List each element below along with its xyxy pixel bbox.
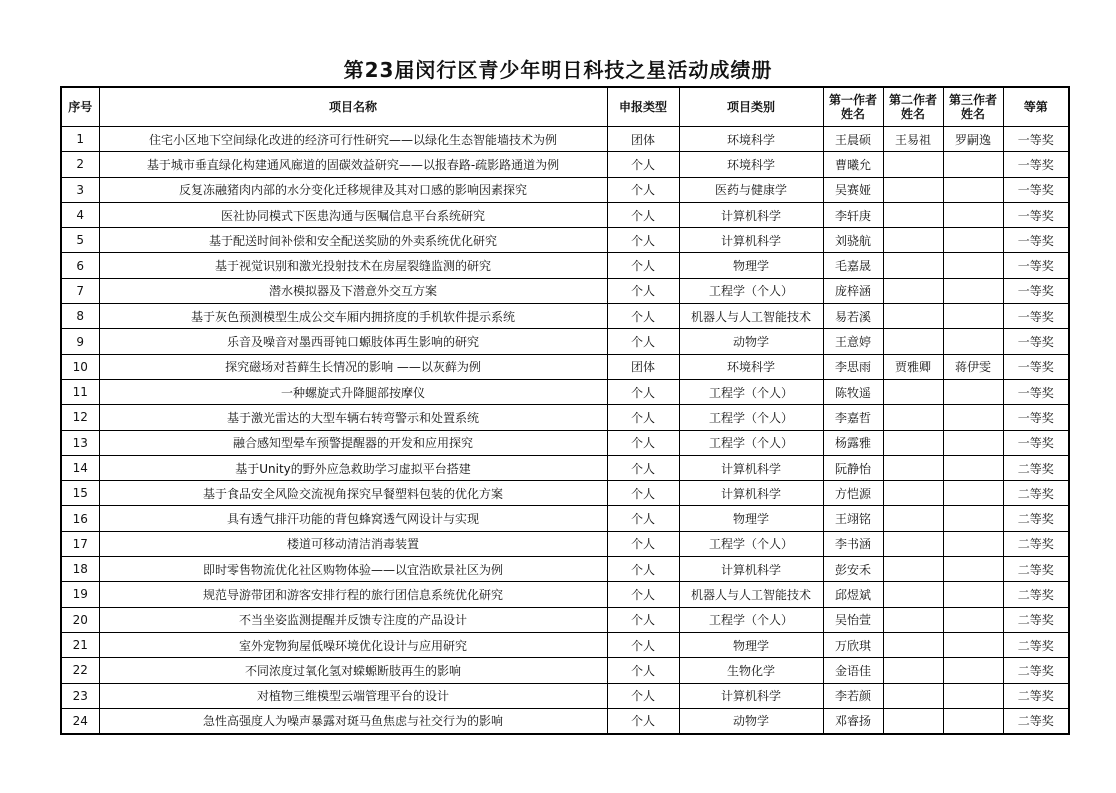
- cell-apply-type: 团体: [607, 354, 679, 379]
- header-author3: [943, 87, 1003, 127]
- header-apply-type: 申报类型: [607, 87, 679, 127]
- header-grade: 等第: [1003, 87, 1069, 127]
- header-row: [61, 87, 1069, 127]
- cell-author1: 万欣琪: [823, 632, 883, 657]
- cell-grade: 一等奖: [1003, 278, 1069, 303]
- cell-grade: 二等奖: [1003, 506, 1069, 531]
- table-row: [61, 683, 1069, 708]
- cell-author2: [883, 683, 943, 708]
- cell-author2: [883, 228, 943, 253]
- cell-grade: 二等奖: [1003, 632, 1069, 657]
- cell-author2: [883, 658, 943, 683]
- cell-author1: 邓睿扬: [823, 708, 883, 734]
- cell-author3: [943, 658, 1003, 683]
- header-author1: [823, 87, 883, 127]
- table-row: [61, 304, 1069, 329]
- cell-apply-type: 个人: [607, 430, 679, 455]
- cell-seq: 19: [61, 582, 99, 607]
- cell-grade: 二等奖: [1003, 683, 1069, 708]
- table-row: [61, 253, 1069, 278]
- cell-author2: [883, 379, 943, 404]
- cell-project-name: 基于激光雷达的大型车辆右转弯警示和处置系统: [99, 405, 607, 430]
- cell-author3: [943, 202, 1003, 227]
- cell-project-name: 融合感知型晕车预警提醒器的开发和应用探究: [99, 430, 607, 455]
- cell-apply-type: 个人: [607, 708, 679, 734]
- cell-author2: [883, 177, 943, 202]
- cell-project-name: 基于灰色预测模型生成公交车厢内拥挤度的手机软件提示系统: [99, 304, 607, 329]
- cell-author2: [883, 506, 943, 531]
- cell-author2: [883, 582, 943, 607]
- cell-project-name: 楼道可移动清洁消毒装置: [99, 531, 607, 556]
- cell-grade: 二等奖: [1003, 481, 1069, 506]
- cell-author2: [883, 202, 943, 227]
- cell-author3: [943, 405, 1003, 430]
- cell-project-name: 基于视觉识别和激光投射技术在房屋裂缝监测的研究: [99, 253, 607, 278]
- header-category: 项目类别: [679, 87, 823, 127]
- cell-author1: 彭安禾: [823, 557, 883, 582]
- cell-grade: 一等奖: [1003, 379, 1069, 404]
- cell-grade: 二等奖: [1003, 708, 1069, 734]
- cell-project-name: 基于食品安全风险交流视角探究早餐塑料包装的优化方案: [99, 481, 607, 506]
- cell-author1: 王意婷: [823, 329, 883, 354]
- table-row: [61, 329, 1069, 354]
- cell-author1: 李思雨: [823, 354, 883, 379]
- cell-grade: 一等奖: [1003, 228, 1069, 253]
- table-row: [61, 228, 1069, 253]
- cell-author1: 刘骁航: [823, 228, 883, 253]
- header-author1-line1: 第一作者: [828, 93, 877, 107]
- cell-project-name: 不同浓度过氧化氢对蝾螈断肢再生的影响: [99, 658, 607, 683]
- cell-author1: 易若溪: [823, 304, 883, 329]
- header-author3-line2: 姓名: [960, 107, 985, 121]
- cell-project-name: 不当坐姿监测提醒并反馈专注度的产品设计: [99, 607, 607, 632]
- cell-seq: 23: [61, 683, 99, 708]
- cell-seq: 20: [61, 607, 99, 632]
- cell-apply-type: 个人: [607, 228, 679, 253]
- cell-seq: 18: [61, 557, 99, 582]
- cell-seq: 4: [61, 202, 99, 227]
- cell-grade: 二等奖: [1003, 531, 1069, 556]
- cell-category: 动物学: [679, 329, 823, 354]
- cell-author2: [883, 152, 943, 177]
- cell-author2: [883, 329, 943, 354]
- cell-author1: 王晨硕: [823, 127, 883, 152]
- cell-category: 环境科学: [679, 354, 823, 379]
- cell-project-name: 基于Unity的野外应急救助学习虚拟平台搭建: [99, 455, 607, 480]
- table-row: [61, 455, 1069, 480]
- cell-category: 工程学（个人）: [679, 430, 823, 455]
- cell-author1: 杨露雅: [823, 430, 883, 455]
- table-row: [61, 632, 1069, 657]
- cell-apply-type: 个人: [607, 329, 679, 354]
- table-row: [61, 127, 1069, 152]
- header-author1-line2: 姓名: [840, 107, 865, 121]
- cell-author2: [883, 455, 943, 480]
- cell-category: 计算机科学: [679, 455, 823, 480]
- cell-apply-type: 个人: [607, 177, 679, 202]
- cell-category: 计算机科学: [679, 557, 823, 582]
- table-row: [61, 379, 1069, 404]
- cell-category: 机器人与人工智能技术: [679, 582, 823, 607]
- cell-category: 工程学（个人）: [679, 278, 823, 303]
- table-row: [61, 430, 1069, 455]
- cell-author1: 王翊铭: [823, 506, 883, 531]
- table-row: [61, 708, 1069, 734]
- cell-apply-type: 个人: [607, 455, 679, 480]
- table-row: [61, 481, 1069, 506]
- cell-category: 计算机科学: [679, 683, 823, 708]
- cell-grade: 一等奖: [1003, 152, 1069, 177]
- cell-author3: 蒋伊雯: [943, 354, 1003, 379]
- cell-project-name: 对植物三维模型云端管理平台的设计: [99, 683, 607, 708]
- table-row: [61, 531, 1069, 556]
- cell-category: 生物化学: [679, 658, 823, 683]
- table-row: [61, 405, 1069, 430]
- cell-apply-type: 个人: [607, 531, 679, 556]
- cell-category: 工程学（个人）: [679, 405, 823, 430]
- cell-author3: [943, 632, 1003, 657]
- cell-author3: [943, 329, 1003, 354]
- header-author2-line1: 第二作者: [888, 93, 937, 107]
- cell-seq: 14: [61, 455, 99, 480]
- cell-category: 工程学（个人）: [679, 607, 823, 632]
- cell-seq: 11: [61, 379, 99, 404]
- cell-grade: 一等奖: [1003, 202, 1069, 227]
- cell-seq: 15: [61, 481, 99, 506]
- table-row: [61, 582, 1069, 607]
- cell-project-name: 室外宠物狗屋低噪环境优化设计与应用研究: [99, 632, 607, 657]
- cell-grade: 二等奖: [1003, 557, 1069, 582]
- cell-grade: 一等奖: [1003, 329, 1069, 354]
- cell-project-name: 急性高强度人为噪声暴露对斑马鱼焦虑与社交行为的影响: [99, 708, 607, 734]
- cell-author1: 阮静怡: [823, 455, 883, 480]
- cell-seq: 12: [61, 405, 99, 430]
- cell-seq: 22: [61, 658, 99, 683]
- cell-author3: [943, 379, 1003, 404]
- cell-author1: 金语佳: [823, 658, 883, 683]
- cell-seq: 16: [61, 506, 99, 531]
- cell-author2: [883, 304, 943, 329]
- table-row: [61, 152, 1069, 177]
- cell-category: 动物学: [679, 708, 823, 734]
- cell-apply-type: 个人: [607, 506, 679, 531]
- cell-author1: 李若颜: [823, 683, 883, 708]
- cell-apply-type: 个人: [607, 557, 679, 582]
- cell-author3: [943, 481, 1003, 506]
- cell-author3: [943, 228, 1003, 253]
- cell-apply-type: 个人: [607, 304, 679, 329]
- cell-author1: 邱煜斌: [823, 582, 883, 607]
- cell-author3: [943, 582, 1003, 607]
- cell-project-name: 潜水模拟器及下潜意外交互方案: [99, 278, 607, 303]
- cell-apply-type: 个人: [607, 607, 679, 632]
- cell-author2: 贾雅卿: [883, 354, 943, 379]
- cell-author2: [883, 430, 943, 455]
- cell-apply-type: 团体: [607, 127, 679, 152]
- cell-seq: 5: [61, 228, 99, 253]
- cell-category: 医药与健康学: [679, 177, 823, 202]
- cell-author3: 罗嗣逸: [943, 127, 1003, 152]
- cell-author3: [943, 455, 1003, 480]
- cell-apply-type: 个人: [607, 632, 679, 657]
- cell-project-name: 具有透气排汗功能的背包蜂窝透气网设计与实现: [99, 506, 607, 531]
- cell-grade: 二等奖: [1003, 582, 1069, 607]
- cell-seq: 13: [61, 430, 99, 455]
- cell-project-name: 即时零售物流优化社区购物体验——以宜浩欧景社区为例: [99, 557, 607, 582]
- table-row: [61, 278, 1069, 303]
- header-seq: 序号: [61, 87, 99, 127]
- cell-author2: [883, 531, 943, 556]
- cell-category: 物理学: [679, 253, 823, 278]
- cell-author2: [883, 557, 943, 582]
- cell-project-name: 住宅小区地下空间绿化改进的经济可行性研究——以绿化生态智能墙技术为例: [99, 127, 607, 152]
- cell-apply-type: 个人: [607, 253, 679, 278]
- cell-apply-type: 个人: [607, 278, 679, 303]
- cell-author3: [943, 683, 1003, 708]
- cell-author3: [943, 708, 1003, 734]
- table-row: [61, 202, 1069, 227]
- cell-category: 物理学: [679, 632, 823, 657]
- cell-grade: 一等奖: [1003, 354, 1069, 379]
- cell-apply-type: 个人: [607, 152, 679, 177]
- cell-category: 计算机科学: [679, 481, 823, 506]
- cell-seq: 10: [61, 354, 99, 379]
- cell-category: 环境科学: [679, 152, 823, 177]
- cell-author3: [943, 607, 1003, 632]
- cell-seq: 3: [61, 177, 99, 202]
- cell-seq: 21: [61, 632, 99, 657]
- cell-author3: [943, 506, 1003, 531]
- results-table: [60, 86, 1070, 735]
- cell-project-name: 基于配送时间补偿和安全配送奖励的外卖系统优化研究: [99, 228, 607, 253]
- table-row: [61, 658, 1069, 683]
- cell-seq: 17: [61, 531, 99, 556]
- cell-author1: 吴赛娅: [823, 177, 883, 202]
- cell-author2: [883, 405, 943, 430]
- table-row: [61, 506, 1069, 531]
- cell-author1: 方恺源: [823, 481, 883, 506]
- cell-category: 计算机科学: [679, 202, 823, 227]
- cell-category: 物理学: [679, 506, 823, 531]
- cell-grade: 一等奖: [1003, 127, 1069, 152]
- cell-apply-type: 个人: [607, 683, 679, 708]
- cell-project-name: 反复冻融猪肉内部的水分变化迁移规律及其对口感的影响因素探究: [99, 177, 607, 202]
- cell-project-name: 医社协同模式下医患沟通与医嘱信息平台系统研究: [99, 202, 607, 227]
- cell-seq: 2: [61, 152, 99, 177]
- cell-author3: [943, 177, 1003, 202]
- cell-author2: 王易祖: [883, 127, 943, 152]
- cell-apply-type: 个人: [607, 202, 679, 227]
- cell-apply-type: 个人: [607, 582, 679, 607]
- header-author2: [883, 87, 943, 127]
- cell-category: 工程学（个人）: [679, 379, 823, 404]
- cell-project-name: 规范导游带团和游客安排行程的旅行团信息系统优化研究: [99, 582, 607, 607]
- cell-seq: 9: [61, 329, 99, 354]
- cell-author1: 毛嘉晟: [823, 253, 883, 278]
- header-project-name: 项目名称: [99, 87, 607, 127]
- table-row: [61, 557, 1069, 582]
- cell-author2: [883, 481, 943, 506]
- cell-author2: [883, 632, 943, 657]
- cell-author3: [943, 557, 1003, 582]
- header-author2-line2: 姓名: [900, 107, 925, 121]
- cell-author3: [943, 430, 1003, 455]
- cell-author1: 吴怡萱: [823, 607, 883, 632]
- cell-author1: 庞梓涵: [823, 278, 883, 303]
- cell-grade: 二等奖: [1003, 607, 1069, 632]
- cell-author1: 李书涵: [823, 531, 883, 556]
- cell-author3: [943, 152, 1003, 177]
- cell-grade: 二等奖: [1003, 658, 1069, 683]
- cell-grade: 一等奖: [1003, 253, 1069, 278]
- cell-grade: 一等奖: [1003, 304, 1069, 329]
- cell-author1: 陈牧遥: [823, 379, 883, 404]
- cell-project-name: 一种螺旋式升降腿部按摩仪: [99, 379, 607, 404]
- cell-grade: 一等奖: [1003, 430, 1069, 455]
- cell-seq: 8: [61, 304, 99, 329]
- cell-author3: [943, 531, 1003, 556]
- cell-author3: [943, 304, 1003, 329]
- cell-author1: 李轩庚: [823, 202, 883, 227]
- table-row: [61, 354, 1069, 379]
- cell-seq: 24: [61, 708, 99, 734]
- header-author3-line1: 第三作者: [948, 93, 997, 107]
- cell-grade: 一等奖: [1003, 405, 1069, 430]
- table-row: [61, 607, 1069, 632]
- cell-category: 计算机科学: [679, 228, 823, 253]
- cell-author2: [883, 278, 943, 303]
- cell-apply-type: 个人: [607, 658, 679, 683]
- cell-apply-type: 个人: [607, 481, 679, 506]
- cell-project-name: 基于城市垂直绿化构建通风廊道的固碳效益研究——以报春路-疏影路通道为例: [99, 152, 607, 177]
- cell-project-name: 乐音及噪音对墨西哥钝口螈肢体再生影响的研究: [99, 329, 607, 354]
- cell-category: 机器人与人工智能技术: [679, 304, 823, 329]
- cell-grade: 一等奖: [1003, 177, 1069, 202]
- cell-author3: [943, 278, 1003, 303]
- cell-apply-type: 个人: [607, 379, 679, 404]
- cell-author2: [883, 607, 943, 632]
- page-title: 第23届闵行区青少年明日科技之星活动成绩册: [343, 58, 773, 82]
- cell-category: 环境科学: [679, 127, 823, 152]
- cell-author2: [883, 708, 943, 734]
- cell-grade: 二等奖: [1003, 455, 1069, 480]
- cell-author1: 曹曦允: [823, 152, 883, 177]
- cell-seq: 1: [61, 127, 99, 152]
- cell-apply-type: 个人: [607, 405, 679, 430]
- cell-seq: 6: [61, 253, 99, 278]
- cell-seq: 7: [61, 278, 99, 303]
- cell-author1: 李嘉哲: [823, 405, 883, 430]
- cell-author3: [943, 253, 1003, 278]
- cell-author2: [883, 253, 943, 278]
- table-row: [61, 177, 1069, 202]
- cell-category: 工程学（个人）: [679, 531, 823, 556]
- cell-project-name: 探究磁场对苔藓生长情况的影响 ——以灰藓为例: [99, 354, 607, 379]
